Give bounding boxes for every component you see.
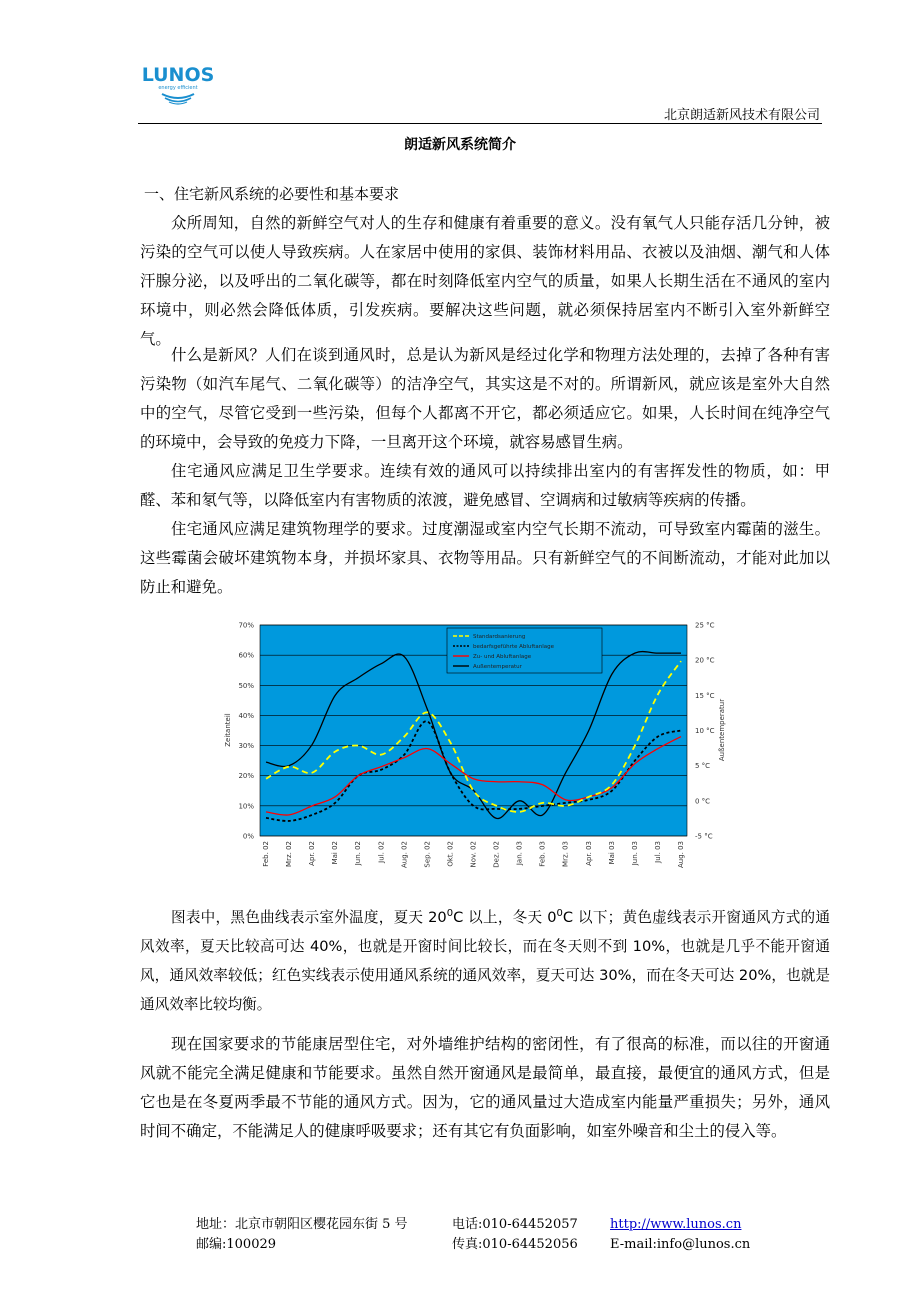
x-tick-label: Mrz. 02 [285, 841, 294, 867]
paragraph-building-physics: 住宅通风应满足建筑物理学的要求。过度潮湿或室内空气长期不流动，可导致室内霉菌的滋生。这些霉菌会破坏建筑物本身，并损坏家具、衣物等用品。只有新鲜空气的不间断流动，才能对此加以防止和避免。 [140, 520, 830, 596]
y2-tick-label: 10 °C [695, 727, 715, 735]
x-tick-label: Mrz. 03 [561, 841, 570, 867]
y-tick-label: 10% [238, 802, 254, 811]
caption-sup-1: 0 [446, 908, 454, 919]
x-tick-label: Jan. 03 [515, 841, 524, 866]
logo-wave-icon [162, 94, 194, 98]
x-tick-label: Aug. 03 [677, 841, 685, 869]
footer-address: 地址：北京市朝阳区樱花园东街 5 号 [196, 1217, 408, 1232]
x-tick-label: Feb. 03 [538, 841, 547, 867]
x-tick-label: Nov. 02 [469, 841, 478, 868]
y2-tick-label: 15 °C [695, 691, 715, 700]
footer-postcode: 邮编:100029 [196, 1237, 277, 1252]
logo-tagline: energy efficient [158, 85, 198, 91]
x-tick-label: Aug. 02 [400, 841, 409, 869]
logo-text: LUNOS [141, 64, 215, 86]
x-tick-label: Sep. 02 [423, 841, 432, 868]
footer-website-link[interactable]: http://www.lunos.cn [610, 1217, 742, 1232]
y-tick-label: 30% [238, 742, 254, 751]
y2-tick-label: 5 °C [695, 762, 711, 771]
paragraph-hygiene: 住宅通风应满足卫生学要求。连续有效的通风可以持续排出室内的有害挥发性的物质，如：甲醛、苯和氡气等，以降低室内有害物质的浓渡，避免感冒、空调病和过敏病等疾病的传播。 [140, 462, 830, 509]
y-axis-label: Zeitanteil [224, 713, 232, 747]
y2-tick-label: 0 °C [695, 797, 711, 806]
legend-label: Standardsanierung [473, 634, 526, 640]
y2-tick-label: 20 °C [695, 656, 715, 665]
y-tick-label: 50% [238, 681, 254, 690]
y2-tick-label: 25 °C [695, 621, 715, 630]
footer-phone: 电话:010-64452057 [452, 1217, 578, 1232]
caption-part-3: C 以下；黄色虚线表示开窗通风方式的通风效率，夏天比较高可达 40%，也就是开窗时间比较长，而在冬天则不到 10%，也就是几乎不能开窗通风，通风效率较低；红色实线表示使用通风系统的通风效率，夏天可达 30%，而在冬天可达 20%，也就是通风效率比较均衡。 [140, 908, 830, 1013]
x-tick-label: Jul. 03 [653, 841, 662, 863]
y-tick-label: 70% [238, 621, 254, 630]
legend [447, 628, 602, 673]
paragraph-importance: 众所周知，自然的新鲜空气对人的生存和健康有着重要的意义。没有氧气人只能存活几分钟，被污染的空气可以使人导致疾病。人在家居中使用的家俱、装饰材料用品、衣被以及油烟、潮气和人体汗腺分泌，以及呼出的二氧化碳等，都在时刻降低室内空气的质量，如果人长期生活在不通风的室内环境中，则必然会降低体质，引发疾病。要解决这些问题，就必须保持居室内不断引入室外新鲜空气。 [140, 214, 830, 348]
x-tick-label: Jul. 02 [377, 841, 386, 863]
y2-axis-label: Außentemperatur [718, 698, 726, 762]
caption-part-2: C 以上，冬天 0 [453, 908, 557, 926]
x-tick-label: Apr. 03 [584, 841, 593, 866]
legend-label: Zu- und Abluftanlage [473, 654, 532, 660]
y-tick-label: 0% [242, 832, 254, 841]
x-tick-label: Feb. 02 [262, 841, 270, 867]
y2-tick-label: -5 °C [695, 832, 713, 841]
x-tick-label: Mai 02 [331, 841, 340, 865]
caption-sup-2: 0 [556, 908, 563, 919]
footer [196, 1215, 756, 1255]
legend-label: Außentemperatur [473, 664, 522, 670]
y-tick-label: 20% [238, 772, 254, 781]
company-name: 北京朗适新风技术有限公司 [663, 108, 820, 123]
x-tick-label: Dez. 02 [492, 841, 501, 868]
x-tick-label: Jun. 03 [630, 841, 639, 866]
legend-label: bedarfsgeführte Abluftanlage [473, 644, 555, 650]
paragraph-what-is-fresh-air: 什么是新风？人们在谈到通风时，总是认为新风是经过化学和物理方法处理的，去掉了各种有害污染物（如汽车尾气、二氧化碳等）的洁净空气，其实这是不对的。所谓新风，就应该是室外大自然中的空气，尽管它受到一些污染，但每个人都离不开它，都必须适应它。如果，人长时间在纯净空气的环境中，会导致的免疫力下降，一旦离开这个环境，就容易感冒生病。 [140, 346, 830, 451]
x-tick-label: Mai 03 [607, 841, 616, 865]
caption-part-1: 图表中，黑色曲线表示室外温度，夏天 20 [171, 908, 447, 926]
x-tick-label: Apr. 02 [308, 841, 317, 866]
footer-email: E-mail:info@lunos.cn [610, 1237, 751, 1252]
lunos-logo [138, 62, 218, 106]
ventilation-chart [210, 615, 730, 875]
footer-fax: 传真:010-64452056 [452, 1237, 578, 1252]
header-rule [138, 123, 822, 124]
x-tick-label: Jun. 02 [354, 841, 363, 866]
chart-caption [140, 899, 830, 1019]
y-tick-label: 40% [238, 711, 254, 720]
x-tick-label: Okt. 02 [446, 841, 455, 867]
y-tick-label: 60% [238, 651, 254, 660]
section-heading: 一、住宅新风系统的必要性和基本要求 [144, 185, 400, 203]
document-title: 朗适新风系统简介 [404, 137, 516, 153]
closing-paragraph: 现在国家要求的节能康居型住宅，对外墙维护结构的密闭性，有了很高的标准，而以往的开窗通风就不能完全满足健康和节能要求。虽然自然开窗通风是最简单，最直接，最便宜的通风方式，但是它也是在冬夏两季最不节能的通风方式。因为，它的通风量过大造成室内能量严重损失；另外，通风时间不确定，不能满足人的健康呼吸要求；还有其它有负面影响，如室外噪音和尘土的侵入等。 [140, 1035, 830, 1140]
